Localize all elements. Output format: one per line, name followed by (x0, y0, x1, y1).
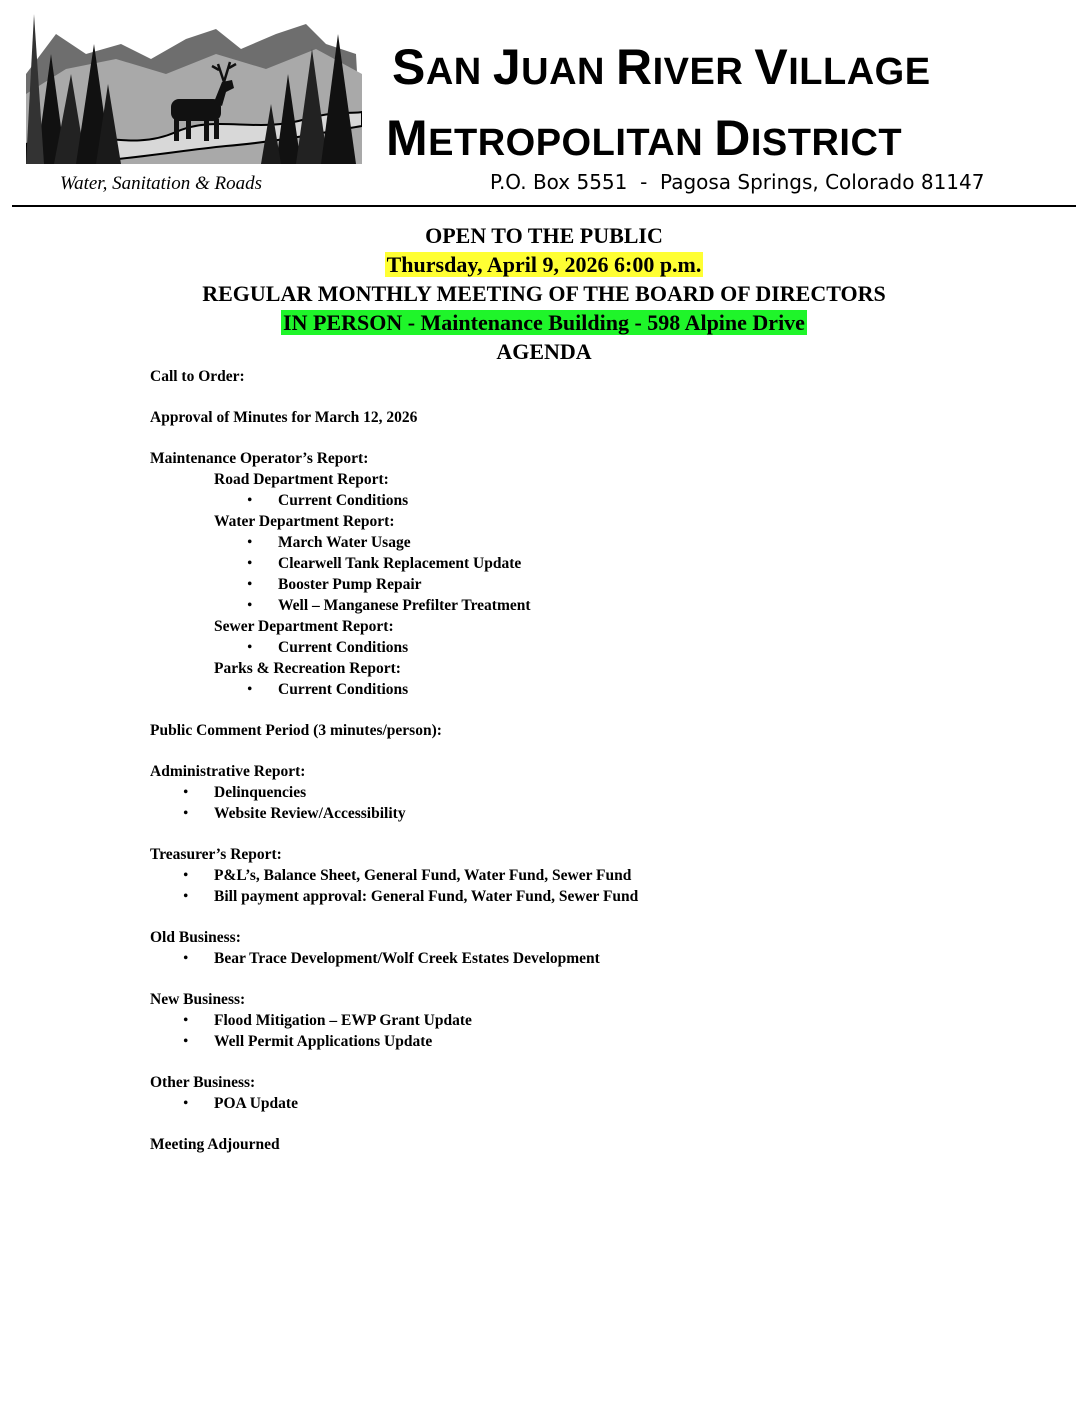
agenda-maintenance-heading: Maintenance Operator’s Report: (150, 450, 369, 467)
list-item: • P&L’s, Balance Sheet, General Fund, Water Fund, Sewer Fund (150, 865, 638, 886)
title-line1-word-rest: IVER (652, 51, 755, 93)
title-line2-word-rest: ISTRICT (750, 122, 903, 164)
list-item: • Bear Trace Development/Wolf Creek Estates Development (150, 948, 638, 969)
meeting-type: REGULAR MONTHLY MEETING OF THE BOARD OF DIRECTORS (202, 281, 886, 306)
agenda-public-comment: Public Comment Period (3 minutes/person): (150, 722, 442, 739)
title-line2-initial: M (386, 110, 429, 166)
agenda-treasurer-heading: Treasurer’s Report: (150, 846, 282, 863)
title-line2-word-rest: ETROPOLITAN (428, 122, 715, 164)
title-line1-initial: V (754, 39, 789, 95)
meeting-location: IN PERSON - Maintenance Building - 598 Alpine Drive (283, 310, 805, 335)
list-item: • POA Update (150, 1093, 638, 1114)
tagline: Water, Sanitation & Roads (60, 173, 262, 194)
list-item: • Flood Mitigation – EWP Grant Update (150, 1010, 638, 1031)
mailing-address: P.O. Box 5551 - Pagosa Springs, Colorado 81147 (490, 170, 985, 194)
list-item: • Bill payment approval: General Fund, Water Fund, Sewer Fund (150, 886, 638, 907)
header-divider (12, 205, 1076, 207)
list-item: • Delinquencies (150, 782, 638, 803)
title-line1-initial: R (616, 39, 653, 95)
agenda-new-business-heading: New Business: (150, 991, 246, 1008)
title-line1-word-rest: ILLAGE (788, 51, 931, 93)
list-item: • Current Conditions (150, 490, 638, 511)
list-item: • Current Conditions (150, 679, 638, 700)
title-line1-initial: J (492, 39, 522, 95)
agenda-list (150, 366, 638, 1155)
agenda-heading: AGENDA (496, 339, 592, 364)
title-line1-initial: S (392, 39, 426, 95)
list-item: • Well – Manganese Prefilter Treatment (150, 595, 638, 616)
agenda-administrative-heading: Administrative Report: (150, 763, 306, 780)
list-item: • Booster Pump Repair (150, 574, 638, 595)
meeting-date: Thursday, April 9, 2026 6:00 p.m. (386, 252, 702, 277)
water-department: Water Department Report: (214, 513, 395, 530)
agenda-other-business-heading: Other Business: (150, 1074, 256, 1091)
title-line2-initial: D (714, 110, 751, 166)
sewer-department: Sewer Department Report: (214, 618, 394, 635)
list-item: • Current Conditions (150, 637, 638, 658)
list-item: • Clearwell Tank Replacement Update (150, 553, 638, 574)
title-line1-word-rest: UAN (521, 51, 617, 93)
road-department: Road Department Report: (214, 471, 389, 488)
agenda-adjourned: Meeting Adjourned (150, 1136, 280, 1153)
agenda-minutes: Approval of Minutes for March 12, 2026 (150, 409, 418, 426)
agenda-old-business-heading: Old Business: (150, 929, 241, 946)
list-item: • March Water Usage (150, 532, 638, 553)
district-logo (26, 14, 362, 164)
open-to-public: OPEN TO THE PUBLIC (425, 223, 663, 248)
parks-recreation: Parks & Recreation Report: (214, 660, 401, 677)
title-line1-word-rest: AN (425, 51, 493, 93)
list-item: • Website Review/Accessibility (150, 803, 638, 824)
district-name-line2 (386, 109, 902, 167)
list-item: • Well Permit Applications Update (150, 1031, 638, 1052)
district-name-line1 (392, 38, 931, 96)
agenda-call-to-order: Call to Order: (150, 368, 245, 385)
